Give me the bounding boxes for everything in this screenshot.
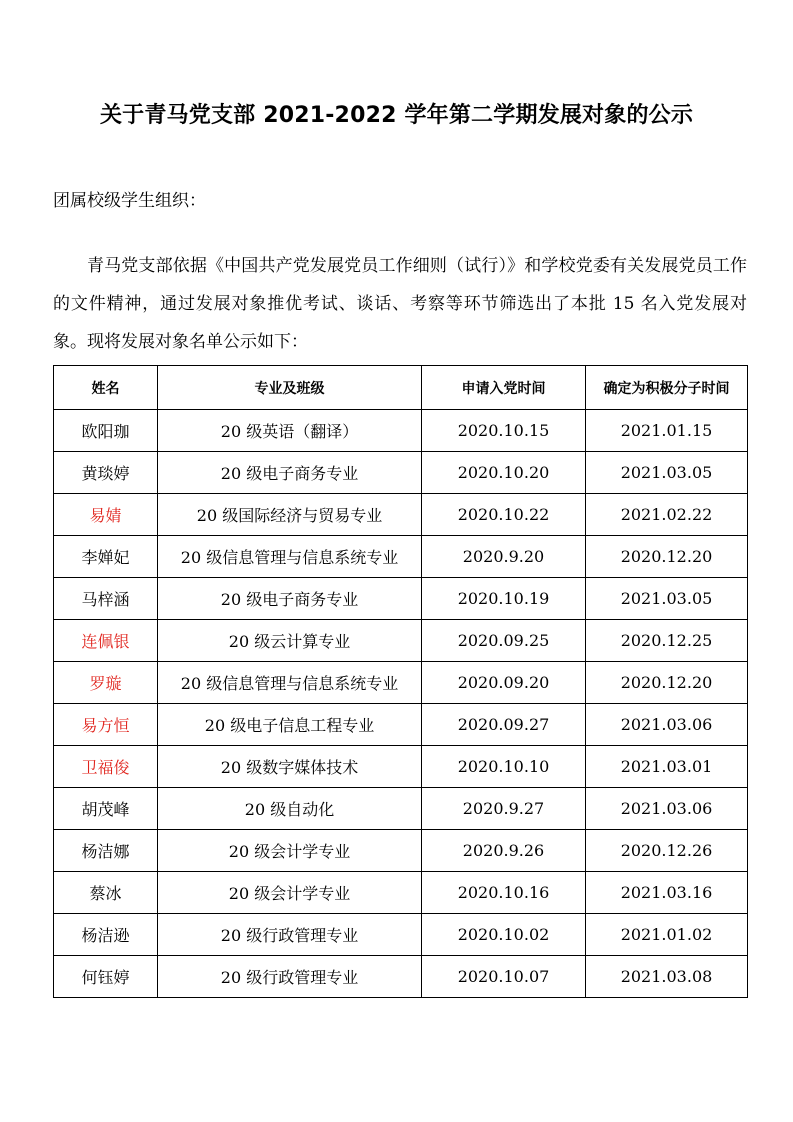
cell-apply-date: 2020.10.16	[422, 872, 586, 914]
cell-activist-date: 2020.12.26	[586, 830, 748, 872]
salutation: 团属校级学生组织：	[53, 191, 206, 211]
cell-apply-date: 2020.10.10	[422, 746, 586, 788]
cell-activist-date: 2021.03.06	[586, 788, 748, 830]
cell-apply-date: 2020.09.20	[422, 662, 586, 704]
cell-activist-date: 2021.01.15	[586, 410, 748, 452]
table-row	[54, 452, 748, 494]
cell-apply-date: 2020.10.19	[422, 578, 586, 620]
cell-apply-date: 2020.09.27	[422, 704, 586, 746]
cell-activist-date: 2021.03.05	[586, 578, 748, 620]
cell-apply-date: 2020.9.20	[422, 536, 586, 578]
table-row	[54, 494, 748, 536]
candidate-table	[53, 365, 748, 998]
cell-name: 蔡冰	[54, 872, 158, 914]
cell-activist-date: 2021.03.01	[586, 746, 748, 788]
cell-name: 易婧	[54, 494, 158, 536]
cell-major: 20 级电子信息工程专业	[158, 704, 422, 746]
cell-major: 20 级信息管理与信息系统专业	[158, 536, 422, 578]
cell-apply-date: 2020.10.02	[422, 914, 586, 956]
cell-activist-date: 2021.03.06	[586, 704, 748, 746]
cell-activist-date: 2020.12.20	[586, 662, 748, 704]
table-row	[54, 620, 748, 662]
cell-activist-date: 2021.02.22	[586, 494, 748, 536]
cell-name: 马梓涵	[54, 578, 158, 620]
cell-apply-date: 2020.10.07	[422, 956, 586, 998]
table-row	[54, 788, 748, 830]
table-row	[54, 746, 748, 788]
table-row	[54, 578, 748, 620]
cell-apply-date: 2020.10.15	[422, 410, 586, 452]
table-row	[54, 830, 748, 872]
cell-major: 20 级行政管理专业	[158, 914, 422, 956]
cell-name: 胡茂峰	[54, 788, 158, 830]
table-row	[54, 872, 748, 914]
cell-apply-date: 2020.09.25	[422, 620, 586, 662]
document-title: 关于青马党支部 2021-2022 学年第二学期发展对象的公示	[99, 103, 694, 128]
cell-name: 何钰婷	[54, 956, 158, 998]
cell-activist-date: 2021.03.16	[586, 872, 748, 914]
cell-name: 杨洁娜	[54, 830, 158, 872]
table-row	[54, 914, 748, 956]
cell-major: 20 级会计学专业	[158, 830, 422, 872]
header-apply-date: 申请入党时间	[422, 366, 586, 410]
cell-major: 20 级云计算专业	[158, 620, 422, 662]
table-row	[54, 956, 748, 998]
cell-apply-date: 2020.10.20	[422, 452, 586, 494]
header-name: 姓名	[54, 366, 158, 410]
cell-activist-date: 2020.12.25	[586, 620, 748, 662]
table-row	[54, 536, 748, 578]
cell-major: 20 级信息管理与信息系统专业	[158, 662, 422, 704]
table-header-row	[54, 366, 748, 410]
cell-activist-date: 2021.03.05	[586, 452, 748, 494]
table-row	[54, 410, 748, 452]
cell-activist-date: 2021.03.08	[586, 956, 748, 998]
cell-major: 20 级数字媒体技术	[158, 746, 422, 788]
cell-apply-date: 2020.10.22	[422, 494, 586, 536]
cell-name: 罗璇	[54, 662, 158, 704]
header-major: 专业及班级	[158, 366, 422, 410]
cell-apply-date: 2020.9.27	[422, 788, 586, 830]
cell-major: 20 级行政管理专业	[158, 956, 422, 998]
cell-name: 易方恒	[54, 704, 158, 746]
cell-name: 李婵妃	[54, 536, 158, 578]
cell-name: 连佩银	[54, 620, 158, 662]
cell-major: 20 级英语（翻译）	[158, 410, 422, 452]
cell-major: 20 级国际经济与贸易专业	[158, 494, 422, 536]
cell-major: 20 级电子商务专业	[158, 578, 422, 620]
table-body	[54, 410, 748, 998]
cell-activist-date: 2021.01.02	[586, 914, 748, 956]
header-activist-date: 确定为积极分子时间	[586, 366, 748, 410]
cell-apply-date: 2020.9.26	[422, 830, 586, 872]
table-row	[54, 662, 748, 704]
table-row	[54, 704, 748, 746]
cell-major: 20 级自动化	[158, 788, 422, 830]
cell-name: 卫福俊	[54, 746, 158, 788]
cell-name: 黄琰婷	[54, 452, 158, 494]
cell-name: 杨洁逊	[54, 914, 158, 956]
cell-name: 欧阳珈	[54, 410, 158, 452]
cell-major: 20 级会计学专业	[158, 872, 422, 914]
cell-major: 20 级电子商务专业	[158, 452, 422, 494]
body-paragraph: 青马党支部依据《中国共产党发展党员工作细则（试行）》和学校党委有关发展党员工作的文件精神，通过发展对象推优考试、谈话、考察等环节筛选出了本批 15 名入党发展对象。现将发展对象名单公示如下：	[53, 256, 747, 352]
cell-activist-date: 2020.12.20	[586, 536, 748, 578]
